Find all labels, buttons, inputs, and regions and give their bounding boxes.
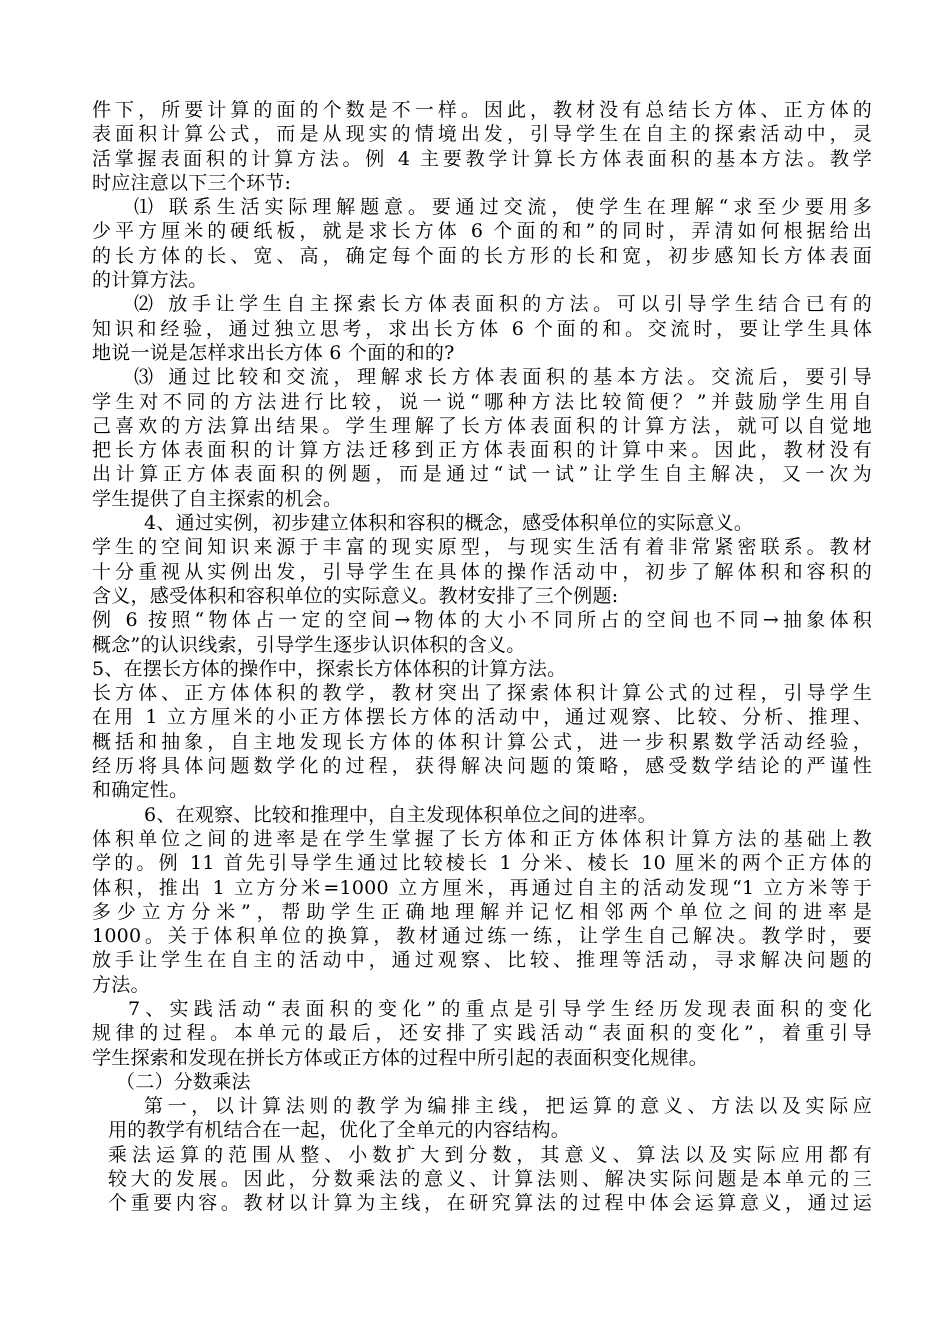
section-heading: 6、在观察、比较和推理中，自主发现体积单位之间的进率。 — [144, 803, 657, 826]
text-line: 概念”的认识线索，引导学生逐步认识体积的含义。 — [92, 633, 526, 656]
text-line: 含义，感受体积和容积单位的实际意义。教材安排了三个例题: — [92, 584, 619, 607]
text-line: 的长方体的长、宽、高，确定每个面的长方形的长和宽，初步感知长方体表面 — [92, 244, 872, 267]
text-line: 把长方体表面积的计算方法迁移到正方体表面积的计算中来。因此，教材没有 — [92, 439, 872, 462]
text-line: 表面积计算公式，而是从现实的情境出发，引导学生在自主的探索活动中，灵 — [92, 123, 872, 146]
text-line: 学生对不同的方法进行比较，说一说“哪种方法比较简便？”并鼓励学生用自 — [92, 390, 872, 413]
text-line: 学生的空间知识来源于丰富的现实原型，与现实生活有着非常紧密联系。教材 — [92, 536, 872, 559]
text-line: 多少立方分米”，帮助学生正确地理解并记忆相邻两个单位之间的进率是 — [92, 900, 872, 923]
text-line: 用的教学有机结合在一起，优化了全单元的内容结构。 — [108, 1119, 571, 1142]
text-line: 十分重视从实例出发，引导学生在具体的操作活动中，初步了解体积和容积的 — [92, 560, 872, 583]
section-heading: 7、实践活动“表面积的变化”的重点是引导学生经历发现表面积的变化 — [128, 997, 872, 1020]
text-line: 件下，所要计算的面的个数是不一样。因此，教材没有总结长方体、正方体的 — [92, 99, 872, 121]
text-line: 放手让学生在自主的活动中，通过观察、比较、推理等活动，寻求解决问题的 — [92, 949, 872, 972]
text-line: 活掌握表面积的计算方法。例 4 主要教学计算长方体表面积的基本方法。教学 — [92, 147, 872, 170]
text-line: 在用 1 立方厘米的小正方体摆长方体的活动中，通过观察、比较、分析、推理、 — [92, 706, 872, 729]
text-line: 例 6 按照“物体占一定的空间→物体的大小不同所占的空间也不同→抽象体积 — [92, 609, 872, 632]
text-line: 规律的过程。本单元的最后，还安排了实践活动“表面积的变化”，着重引导 — [92, 1022, 872, 1045]
text-line: 个重要内容。教材以计算为主线，在研究算法的过程中体会运算意义，通过运 — [108, 1192, 872, 1215]
text-line: 学生提供了自主探索的机会。 — [92, 487, 343, 510]
text-line: 体积单位之间的进率是在学生掌握了长方体和正方体体积计算方法的基础上教 — [92, 827, 872, 850]
text-line: ⑵ 放手让学生自主探索长方体表面积的方法。可以引导学生结合已有的 — [134, 293, 872, 316]
text-line: 出计算正方体表面积的例题，而是通过“试一试”让学生自主解决，又一次为 — [92, 463, 872, 486]
text-line: 1000。关于体积单位的换算，教材通过练一练，让学生自己解决。教学时，要 — [92, 925, 872, 948]
text-line: 的计算方法。 — [92, 269, 208, 292]
text-line: 学的。例 11 首先引导学生通过比较棱长 1 分米、棱长 10 厘米的两个正方体的 — [92, 852, 872, 875]
text-line: 己喜欢的方法算出结果。学生理解了长方体表面积的计算方法，就可以自觉地 — [92, 414, 872, 437]
text-line: 和确定性。 — [92, 779, 189, 802]
text-line: 较大的发展。因此，分数乘法的意义、计算法则、解决实际问题是本单元的三 — [108, 1168, 872, 1191]
section-heading: （二）分数乘法 — [116, 1070, 251, 1093]
text-line: 经历将具体问题数学化的过程，获得解决问题的策略，感受数学结论的严谨性 — [92, 755, 872, 778]
text-line: ⑴ 联系生活实际理解题意。要通过交流，使学生在理解“求至少要用多 — [134, 196, 872, 219]
text-line: 少平方厘米的硬纸板，就是求长方体 6 个面的和”的同时，弄清如何根据给出 — [92, 220, 872, 243]
section-heading: 5、在摆长方体的操作中，探索长方体体积的计算方法。 — [92, 657, 567, 680]
text-line: 乘法运算的范围从整、小数扩大到分数，其意义、算法以及实际应用都有 — [108, 1143, 872, 1166]
text-line: 概括和抽象，自主地发现长方体的体积计算公式，进一步积累数学活动经验， — [92, 730, 872, 753]
text-line: 方法。 — [92, 973, 150, 996]
body-text — [92, 98, 872, 1216]
text-line: ⑶ 通过比较和交流，理解求长方体表面积的基本方法。交流后，要引导 — [134, 366, 872, 389]
text-line: 知识和经验，通过独立思考，求出长方体 6 个面的和。交流时，要让学生具体 — [92, 317, 872, 340]
text-line: 第一，以计算法则的教学为编排主线，把运算的意义、方法以及实际应 — [144, 1095, 872, 1118]
section-heading: 4、通过实例，初步建立体积和容积的概念，感受体积单位的实际意义。 — [144, 512, 754, 535]
text-line: 长方体、正方体体积的教学，教材突出了探索体积计算公式的过程，引导学生 — [92, 682, 872, 705]
text-line: 体积，推出 1 立方分米=1000 立方厘米，再通过自主的活动发现“1 立方米等于 — [92, 876, 872, 899]
text-line: 地说一说是怎样求出长方体 6 个面的和的? — [92, 341, 455, 364]
text-line: 时应注意以下三个环节: — [92, 171, 292, 194]
text-line: 学生探索和发现在拼长方体或正方体的过程中所引起的表面积变化规律。 — [92, 1046, 709, 1069]
